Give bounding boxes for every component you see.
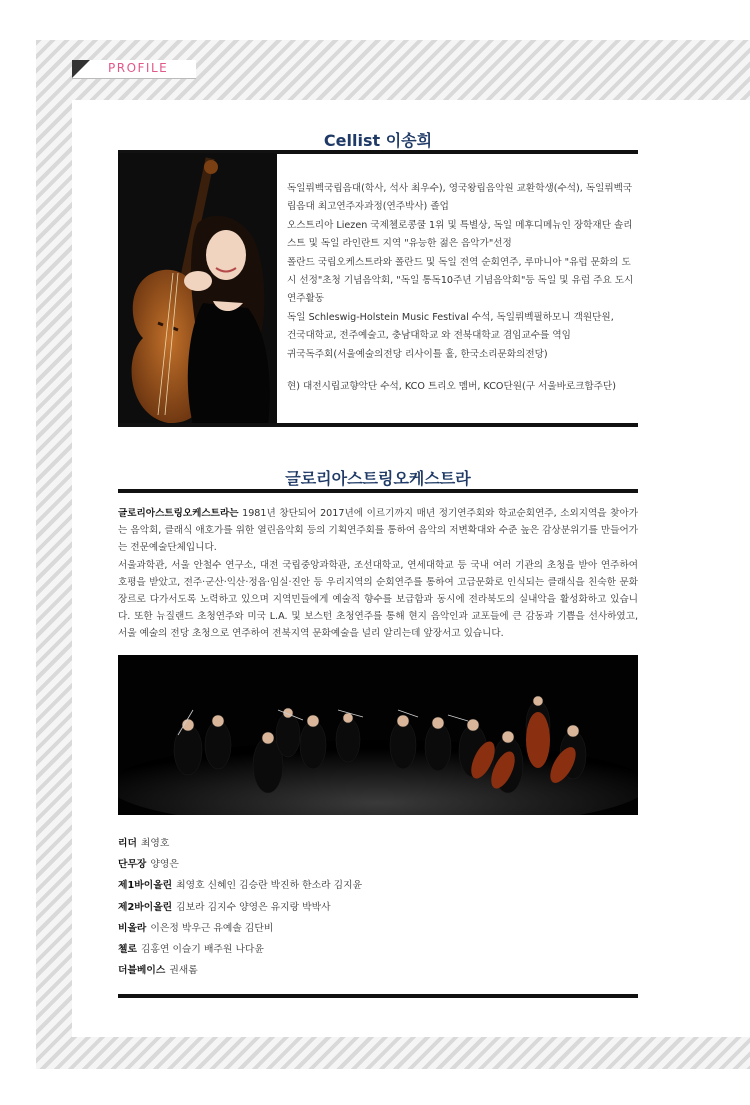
bio-line: 건국대학교, 전주예술고, 충남대학교 와 전북대학교 겸임교수를 역임 <box>287 330 571 342</box>
orchestra-top-bar <box>118 489 638 493</box>
cellist-bottom-bar <box>118 423 638 427</box>
member-names: 권새롬 <box>169 965 198 977</box>
member-row <box>118 939 638 960</box>
bio-line: 귀국독주회(서울예술의전당 리사이틀 홀, 한국소리문화의전당) <box>287 348 548 360</box>
intro-paragraph-2: 서울과학관, 서울 안철수 연구소, 대전 국립중앙과학관, 조선대학교, 연세대학교 등 국내 여러 기관의 초청을 받아 연주하여 호평을 받았고, 전주·군산·익산·정읍·임실·진안 등 우리지역의 순회연주를 통하여 고급문화로 인식되는 클래식을 친숙한 문화장르로 다가서도록 노력하고 있으며 지역민들에게 예술적 향수를 보급함과 동시에 전라북도의 실내악을 활성화하고 있습니다. 또한 뉴질랜드 초청연주와 미국 L.A. 및 보스턴 초청연주를 통해 현지 음악인과 교포들에 큰 감동과 기쁨을 선사하였고, 서울 예술의 전당 초청으로 연주하여 전북지역 문화예술을 널리 알리는데 앞장서고 있습니다. <box>118 559 638 640</box>
member-names: 최영호 신혜인 김승란 박진하 한소라 김지윤 <box>176 880 363 892</box>
member-role: 첼로 <box>118 944 137 956</box>
member-role: 단무장 <box>118 859 147 871</box>
member-role: 리더 <box>118 838 137 849</box>
member-row <box>118 960 638 981</box>
cellist-photo <box>118 153 277 425</box>
member-role: 비올라 <box>118 922 147 934</box>
member-names: 김홍연 이슬기 배주원 나다윤 <box>140 944 264 956</box>
member-role: 제1바이올린 <box>118 880 173 892</box>
orchestra-intro <box>118 505 638 643</box>
intro-lead: 글로리아스트링오케스트라는 <box>118 508 239 519</box>
bio-line: 폴란드 국립오케스트라와 폴란드 및 독일 전역 순회연주, 루마니아 "유럽 문화의 도시 선정"초청 기념음악회, "독일 통독10주년 기념음악회"등 독일 및 유럽 주요 도시 연주활동 <box>287 256 634 305</box>
intro-text-1: 1981년 창단되어 2017년에 이르기까지 매년 정기연주회와 학교순회연주, 소외지역을 찾아가는 음악회, 클래식 애호가를 위한 열린음악회 등의 기획연주회를 통하여 음악의 저변확대와 수준 높은 감상분위기를 만들어가는 전문예술단체입니다. <box>118 508 638 554</box>
bio-line: 오스트리아 Liezen 국제첼로콩쿨 1위 및 특별상, 독일 메후디메뉴인 장학재단 솔리스트 및 독일 라인란트 지역 "유능한 젊은 음악가"선정 <box>287 219 633 250</box>
member-names: 양영은 <box>150 859 179 871</box>
cellist-bio <box>287 180 637 396</box>
intro-paragraph-1 <box>118 505 638 557</box>
profile-label: PROFILE <box>108 61 169 75</box>
member-row <box>118 875 638 896</box>
member-row <box>118 833 638 854</box>
bio-spacer <box>287 364 637 378</box>
member-row <box>118 897 638 918</box>
member-row <box>118 854 638 875</box>
cellist-title: Cellist 이송희 <box>323 131 433 150</box>
member-names: 김보라 김지수 양영은 유지랑 박박사 <box>176 901 331 913</box>
member-list <box>118 833 638 981</box>
member-role: 더블베이스 <box>118 965 166 977</box>
orchestra-title: 글로리아스트링오케스트라 <box>285 469 471 488</box>
orchestra-bottom-bar <box>118 994 638 998</box>
member-names: 최영호 <box>140 838 170 849</box>
member-role: 제2바이올린 <box>118 901 173 913</box>
profile-corner-mark <box>72 60 90 78</box>
bio-line: 독일뤼벡국립음대(학사, 석사 최우수), 영국왕립음악원 교환학생(수석), 독일뤼벡국립음대 최고연주자과정(연주박사) 졸업 <box>287 183 633 213</box>
member-names: 이은정 박우근 유예솔 김단비 <box>150 922 274 934</box>
concert-photo <box>118 655 638 815</box>
member-row <box>118 918 638 939</box>
bio-line: 독일 Schleswig-Holstein Music Festival 수석, 독일뤼벡필하모니 객원단원, <box>287 311 614 323</box>
bio-line: 현) 대전시립교향악단 수석, KCO 트리오 멤버, KCO단원(구 서울바로크합주단) <box>287 381 616 393</box>
